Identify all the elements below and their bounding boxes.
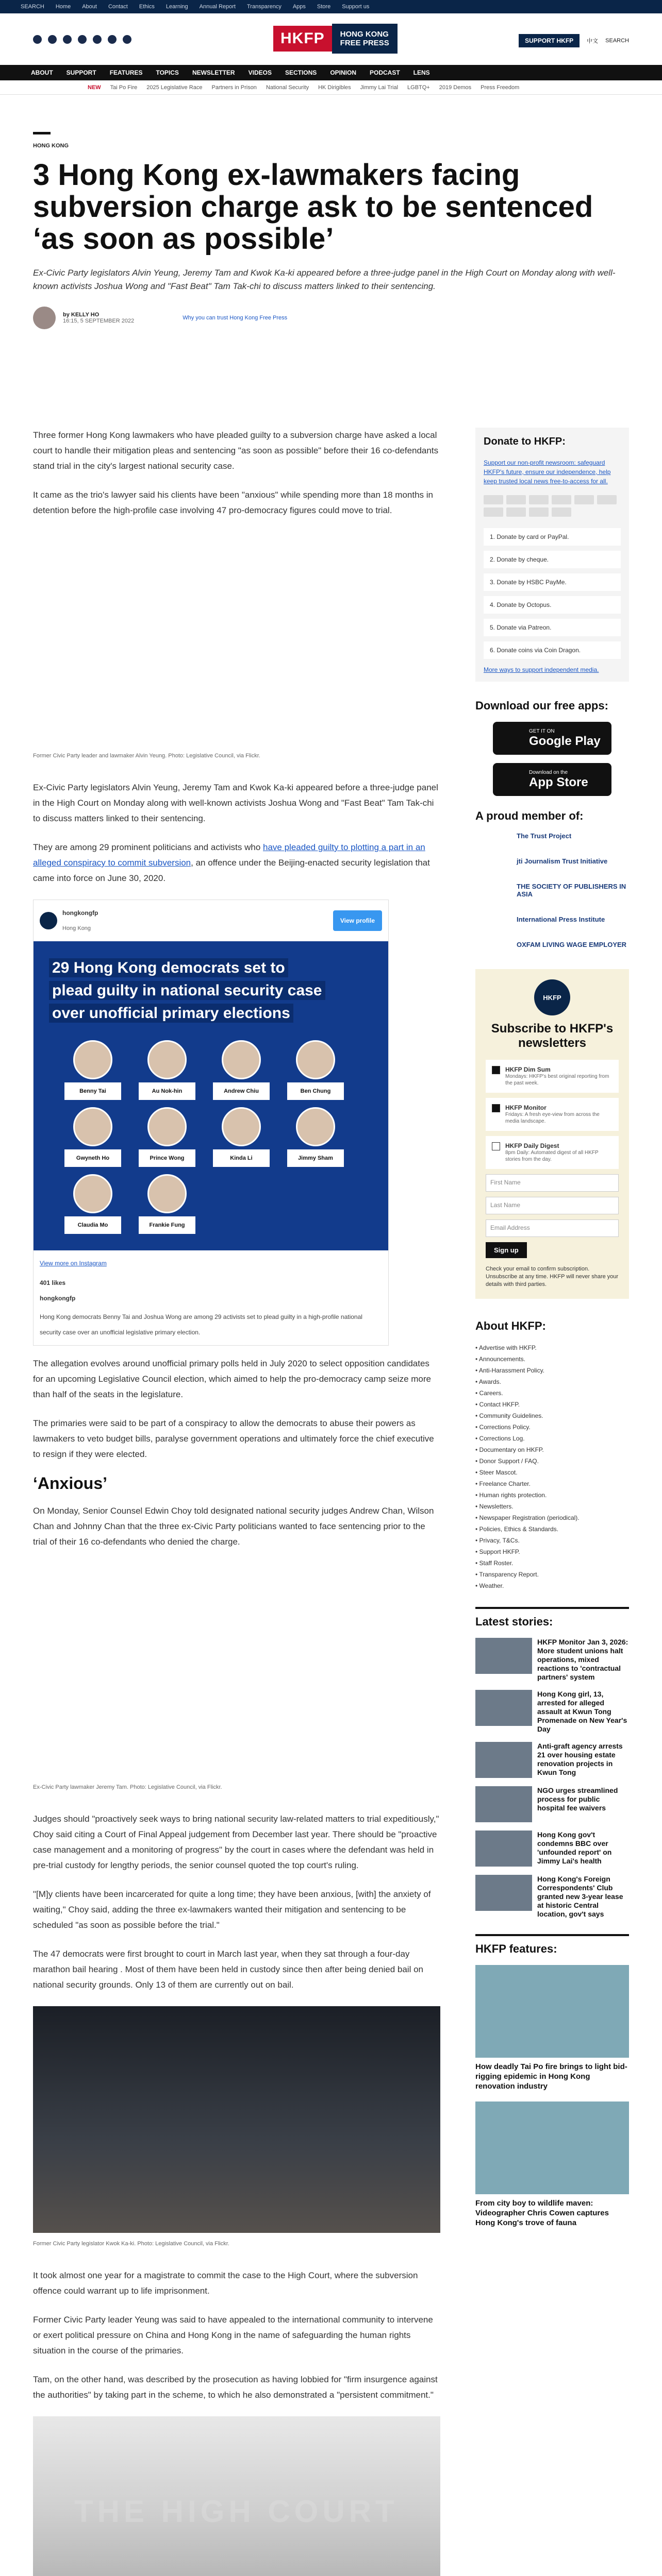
story-thumbnail[interactable]: [475, 1831, 532, 1867]
logo-line-1: HONG KONG: [340, 30, 389, 39]
nav-item[interactable]: FEATURES: [109, 69, 143, 76]
story-title[interactable]: Hong Kong gov't condemns BBC over 'unfounded report' on Jimmy Lai's health: [537, 1831, 612, 1865]
topbar-link[interactable]: About: [82, 4, 97, 10]
signup-button[interactable]: Sign up: [486, 1242, 527, 1258]
google-play-badge[interactable]: [493, 722, 611, 755]
newsletter-title: Subscribe to HKFP's newsletters: [491, 1022, 614, 1050]
ig-person-photo: [73, 1107, 112, 1146]
image-caption: Former Civic Party leader and lawmaker Alvin Yeung. Photo: Legislative Council, via Flickr.: [33, 753, 260, 759]
nav-item[interactable]: PODCAST: [369, 69, 400, 76]
badge-big-text: Google Play: [529, 734, 601, 748]
newsletter-desc: 8pm Daily: Automated digest of all HKFP stories from the day.: [505, 1150, 599, 1162]
trending-link[interactable]: Jimmy Lai Trial: [360, 84, 399, 91]
features-list: [475, 1965, 629, 2228]
about-link[interactable]: • Policies, Ethics & Standards.: [475, 1523, 629, 1535]
about-link[interactable]: • Corrections Policy.: [475, 1421, 629, 1433]
donate-options: [484, 528, 621, 659]
story-title[interactable]: NGO urges streamlined process for public hospital fee waivers: [537, 1786, 618, 1812]
photo-signage: THE HIGH COURT: [74, 2494, 399, 2529]
ig-person-photo: [147, 1174, 187, 1213]
ig-person: [213, 1040, 270, 1100]
partner-logo[interactable]: The Trust Project: [517, 832, 572, 840]
donate-box: [475, 428, 629, 682]
newsletter-text: [505, 1104, 613, 1125]
byline: [33, 307, 629, 329]
ig-headline-line: over unofficial primary elections: [49, 1004, 293, 1023]
paragraph-text: , an offence under the Beijing-enacted security legislation that came into force on June 30, 2020.: [33, 858, 430, 883]
twitter-icon[interactable]: [48, 35, 57, 44]
trending-link[interactable]: Partners in Prison: [211, 84, 257, 91]
alipay-icon: [529, 507, 549, 517]
about-link[interactable]: • Human rights protection.: [475, 1489, 629, 1501]
newsletter-name: HKFP Monitor: [505, 1104, 547, 1111]
ig-headline: [49, 957, 373, 1025]
trending-link[interactable]: Press Freedom: [481, 84, 520, 91]
rss-icon[interactable]: [123, 35, 131, 44]
ig-view-profile-button[interactable]: View profile: [333, 910, 382, 931]
story-item[interactable]: [475, 1638, 629, 1682]
newsletter-text: [505, 1066, 613, 1087]
about-link[interactable]: • Staff Roster.: [475, 1557, 629, 1569]
newsletter-checkbox[interactable]: [492, 1104, 500, 1112]
feature-title[interactable]: From city boy to wildlife maven: Videographer Chris Cowen captures Hong Kong's trove of fauna: [475, 2199, 609, 2227]
about-link[interactable]: • Anti-Harassment Policy.: [475, 1365, 629, 1376]
about-link[interactable]: • Documentary on HKFP.: [475, 1444, 629, 1455]
story-thumbnail[interactable]: [475, 1786, 532, 1822]
nav-item[interactable]: SECTIONS: [285, 69, 317, 76]
guilty-plea-link[interactable]: have pleaded guilty to plotting a part in an alleged conspiracy to commit subversion: [33, 842, 425, 868]
story-item[interactable]: [475, 1690, 629, 1734]
about-link[interactable]: • Donor Support / FAQ.: [475, 1455, 629, 1467]
newsletter-checkbox[interactable]: [492, 1142, 500, 1150]
badge-small-text: Download on the: [529, 769, 568, 775]
paragraph: On Monday, Senior Counsel Edwin Choy told designated national security judges Andrew Chan, Wilson Chan and Johnny Chan that the three ex-Civic Party politicians wanted to face sentencing prior to the trial of their 16 co-defendants who denied the charge.: [33, 1506, 434, 1547]
story-thumbnail[interactable]: [475, 1742, 532, 1778]
ig-person: [139, 1040, 195, 1100]
instagram-embed: [33, 900, 389, 1346]
story-item[interactable]: [475, 1831, 629, 1867]
newsletter-option[interactable]: [486, 1136, 619, 1169]
ig-person-name: Claudia Mo: [64, 1216, 121, 1234]
section-heading: ‘Anxious’: [33, 1474, 108, 1493]
paragraph: Judges should "proactively seek ways to bring national security law-related matters to trial expeditiously," Choy said citing a Court of Final Appeal judgement from December last year. There should be "proactive case management and a monitoring of progress" by the court in cases where the defendant was held in pre-trial custody for lengthy periods, the senior counsel quoted the top court's ruling.: [33, 1814, 439, 1870]
about-link[interactable]: • Advertise with HKFP.: [475, 1342, 629, 1353]
ig-footer: [34, 1250, 388, 1345]
about-link[interactable]: • Weather.: [475, 1580, 629, 1591]
ig-person-name: Frankie Fung: [139, 1216, 195, 1234]
more-ways-link[interactable]: More ways to support independent media.: [484, 666, 599, 673]
nav-item[interactable]: LENS: [413, 69, 430, 76]
unionpay-icon: [552, 495, 571, 504]
ig-person-name: Benny Tai: [64, 1082, 121, 1100]
newsletter-note: Check your email to confirm subscription. Unsubscribe at any time. HKFP will never share your details with third parties.: [486, 1266, 619, 1287]
trending-link[interactable]: 2025 Legislative Race: [146, 84, 203, 91]
logo-line-2: FREE PRESS: [340, 39, 389, 47]
paragraph: The primaries were said to be part of a conspiracy to allow the democrats to abuse their powers as lawmakers to veto budget bills, paralyse government operations and ultimately force the chief executive to resign if they were elected.: [33, 1418, 434, 1459]
story-thumbnail[interactable]: [475, 1638, 532, 1674]
ig-person-photo: [73, 1040, 112, 1079]
mastercard-icon: [484, 495, 503, 504]
donate-option[interactable]: 6. Donate coins via Coin Dragon.: [484, 641, 621, 659]
article-photo: [33, 2006, 440, 2233]
publish-date: 16:15, 5 SEPTEMBER 2022: [63, 318, 135, 324]
newsletter-desc: Fridays: A fresh eye-view from across the media landscape.: [505, 1112, 600, 1124]
paragraph: It took almost one year for a magistrate to commit the case to the High Court, where the subversion offence could warrant up to life imprisonment.: [33, 2270, 418, 2296]
feature-image[interactable]: [475, 1965, 629, 2058]
youtube-icon[interactable]: [78, 35, 87, 44]
about-link[interactable]: • Community Guidelines.: [475, 1410, 629, 1421]
newsletter-logo: HKFP: [534, 979, 570, 1015]
topbar-link[interactable]: Learning: [166, 4, 188, 10]
trending-link[interactable]: LGBTQ+: [407, 84, 430, 91]
logo-text: [332, 24, 398, 54]
ig-person: [139, 1174, 195, 1234]
badge-big-text: App Store: [529, 775, 588, 789]
paragraph: The 47 democrats were first brought to court in March last year, when they sat through a four-day marathon bail hearing . Most of them have been held in custody since then after being denied bail on national security grounds. Only 13 of them are currently out on bail.: [33, 1949, 423, 1990]
about-link[interactable]: • Steer Mascot.: [475, 1467, 629, 1478]
gpay-icon: [484, 507, 503, 517]
paragraph: The allegation evolves around unofficial primary polls held in July 2020 to select opposition candidates for an upcoming Legislative Council election, which aimed to help the pro-democracy camp seize more than half of the seats in the legislature.: [33, 1359, 431, 1399]
first-name-field[interactable]: First Name: [486, 1174, 619, 1192]
trending-nav: [0, 80, 662, 95]
ig-person: [287, 1040, 344, 1100]
donate-option[interactable]: 1. Donate by card or PayPal.: [484, 528, 621, 546]
category-label[interactable]: HONG KONG: [33, 143, 69, 149]
payment-icons: [484, 495, 621, 517]
paragraph: Tam, on the other hand, was described by the prosecution as having lobbied for "firm insurgence against the authorities" by taking part in the scheme, to which he also demonstrated a "persistent commitment.": [33, 2375, 438, 2400]
article-header: [33, 132, 629, 329]
partner-logo[interactable]: THE SOCIETY OF PUBLISHERS IN ASIA: [517, 883, 626, 898]
story-item[interactable]: [475, 1786, 629, 1822]
topbar-link[interactable]: Support us: [342, 4, 370, 10]
member-title: A proud member of:: [475, 809, 584, 822]
site-header: [0, 13, 662, 65]
about-link[interactable]: • Corrections Log.: [475, 1433, 629, 1444]
topbar-link[interactable]: Store: [317, 4, 331, 10]
ig-person: [287, 1107, 344, 1167]
topbar-link[interactable]: Ethics: [139, 4, 155, 10]
story-title[interactable]: Anti-graft agency arrests 21 over housing estate renovation projects in Kwun Tong: [537, 1742, 623, 1776]
latest-stories: [475, 1607, 629, 1919]
ig-person-photo: [222, 1107, 261, 1146]
donate-title: Donate to HKFP:: [484, 436, 566, 447]
ig-person-name: Jimmy Sham: [287, 1149, 344, 1167]
support-button[interactable]: SUPPORT HKFP: [519, 34, 580, 47]
about-links: [475, 1342, 629, 1591]
header-search[interactable]: SEARCH: [605, 38, 629, 44]
author-name[interactable]: by KELLY HO: [63, 312, 100, 318]
newsletter-options: [486, 1060, 619, 1169]
topbar-link[interactable]: Home: [55, 4, 71, 10]
ig-post-image[interactable]: [34, 941, 388, 1250]
features-title: HKFP features:: [475, 1942, 557, 1955]
donate-option[interactable]: 5. Donate via Patreon.: [484, 619, 621, 636]
about-title: About HKFP:: [475, 1319, 546, 1332]
partner-logo[interactable]: OXFAM LIVING WAGE EMPLOYER: [517, 941, 627, 948]
new-badge: NEW: [88, 84, 101, 91]
story-thumbnail[interactable]: [475, 1875, 532, 1911]
newsletter-text: [505, 1142, 613, 1163]
donate-option[interactable]: 2. Donate by cheque.: [484, 551, 621, 568]
newsletter-option[interactable]: [486, 1060, 619, 1093]
latest-list: [475, 1638, 629, 1919]
app-store-badge[interactable]: [493, 763, 611, 796]
sidebar: [475, 428, 629, 2238]
nav-item[interactable]: SUPPORT: [66, 69, 96, 76]
about-link[interactable]: • Announcements.: [475, 1353, 629, 1365]
feature-image[interactable]: [475, 2102, 629, 2194]
divider: [33, 132, 51, 134]
about-link[interactable]: • Transparency Report.: [475, 1569, 629, 1580]
image-placeholder: [33, 532, 440, 748]
about-link[interactable]: • Freelance Charter.: [475, 1478, 629, 1489]
about-link[interactable]: • Newspaper Registration (periodical).: [475, 1512, 629, 1523]
newsletter-checkbox[interactable]: [492, 1066, 500, 1074]
ig-person-name: Prince Wong: [139, 1149, 195, 1167]
top-utility-bar: [0, 0, 662, 13]
language-link[interactable]: 中文: [587, 38, 599, 44]
ig-account[interactable]: hongkongfp: [62, 909, 98, 917]
ig-likes: 401 likes: [40, 1279, 66, 1286]
visa-icon: [506, 495, 526, 504]
email-field[interactable]: Email Address: [486, 1219, 619, 1237]
story-title[interactable]: HKFP Monitor Jan 3, 2026: More student unions halt operations, mixed reactions to 'contractual partners' system: [537, 1638, 628, 1681]
ig-person-name: Ben Chung: [287, 1082, 344, 1100]
story-title[interactable]: Hong Kong's Foreign Correspondents' Club granted new 3-year lease at historic Central location, gov't says: [537, 1875, 623, 1918]
about-link[interactable]: • Careers.: [475, 1387, 629, 1399]
ig-person-name: Kinda Li: [213, 1149, 270, 1167]
ig-person-photo: [296, 1107, 335, 1146]
social-links: [33, 35, 131, 44]
about-link[interactable]: • Support HKFP.: [475, 1546, 629, 1557]
applepay-icon: [597, 495, 617, 504]
facebook-icon[interactable]: [33, 35, 42, 44]
high-court-photo: [33, 2416, 440, 2576]
ig-person-photo: [147, 1040, 187, 1079]
paragraph: It came as the trio's lawyer said his clients have been "anxious" while spending more than 18 months in detention before the high-profile case involving 47 pro-democracy figures could move to trial.: [33, 490, 434, 515]
story-item[interactable]: [475, 1875, 629, 1919]
article-subtitle: Ex-Civic Party legislators Alvin Yeung, Jeremy Tam and Kwok Ka-ki appeared before a three-judge panel in the High Court on Monday along with well-known activists Joshua Wong and "Fast Beat" Tam Tak-chi to discuss matters linked to their sentencing.: [33, 268, 616, 291]
story-title[interactable]: Hong Kong girl, 13, arrested for alleged assault at Kwun Tong Promenade on New Year's Day: [537, 1690, 627, 1733]
paragraph: [33, 840, 440, 886]
ig-person-photo: [147, 1107, 187, 1146]
ig-person-name: Gwyneth Ho: [64, 1149, 121, 1167]
nav-item[interactable]: OPINION: [330, 69, 356, 76]
nav-item[interactable]: TOPICS: [156, 69, 179, 76]
about-link[interactable]: • Awards.: [475, 1376, 629, 1387]
ig-person: [139, 1107, 195, 1167]
donate-option[interactable]: 3. Donate by HSBC PayMe.: [484, 573, 621, 591]
header-actions: [519, 34, 629, 47]
ig-person-photo: [222, 1040, 261, 1079]
trust-link[interactable]: Why you can trust Hong Kong Free Press: [183, 315, 288, 321]
ig-header: [34, 900, 388, 941]
ig-person-photo: [296, 1040, 335, 1079]
features-section: [475, 1934, 629, 2228]
telegram-icon[interactable]: [108, 35, 117, 44]
site-logo[interactable]: [273, 24, 398, 54]
paragraph: Three former Hong Kong lawmakers who have pleaded guilty to a subversion charge have asked a local court to handle their mitigation pleas and sentencing "as soon as possible" before their 16 co-defendants stand trial in the city's largest national security case.: [33, 430, 439, 471]
ig-headline-line: 29 Hong Kong democrats set to: [49, 958, 288, 977]
paragraph-text: They are among 29 prominent politicians and activists who: [33, 842, 263, 852]
article-title: 3 Hong Kong ex-lawmakers facing subversion charge ask to be sentenced ‘as soon as possible’: [33, 158, 593, 256]
trending-link[interactable]: Tai Po Fire: [110, 84, 138, 91]
ig-user[interactable]: hongkongfp: [40, 1295, 76, 1302]
paragraph: Former Civic Party leader Yeung was said to have appealed to the international community to intervene or exert political pressure on China and Hong Kong in the name of safeguarding the human rights situation in the course of the primaries.: [33, 2315, 433, 2355]
image-placeholder: [33, 1563, 440, 1780]
newsletter-name: HKFP Daily Digest: [505, 1142, 559, 1149]
logo-mark: HKFP: [273, 26, 332, 52]
ig-caption: Hong Kong democrats Benny Tai and Joshua Wong are among 29 activists set to plead guilty in a high-profile national security case over an unofficial legislative primary election.: [40, 1313, 362, 1336]
ig-location: Hong Kong: [62, 925, 91, 931]
story-thumbnail[interactable]: [475, 1690, 532, 1726]
ig-person: [64, 1107, 121, 1167]
author-avatar: [33, 307, 56, 329]
partner-logo[interactable]: International Press Institute: [517, 916, 605, 923]
feature-title[interactable]: How deadly Tai Po fire brings to light bid-rigging epidemic in Hong Kong renovation industry: [475, 2062, 627, 2091]
ig-view-more-link[interactable]: View more on Instagram: [40, 1260, 107, 1267]
paypal-icon: [506, 507, 526, 517]
donate-text[interactable]: Support our non-profit newsroom: safeguard HKFP's future, ensure our independence, help keep trusted local news free-to-access for all.: [484, 459, 611, 485]
ig-headline-line: plead guilty in national security case: [49, 981, 325, 1000]
last-name-field[interactable]: Last Name: [486, 1197, 619, 1214]
trending-link[interactable]: HK Dirigibles: [318, 84, 351, 91]
story-item[interactable]: [475, 1742, 629, 1778]
newsletter-option[interactable]: [486, 1098, 619, 1131]
topbar-link[interactable]: Annual Report: [199, 4, 236, 10]
latest-title: Latest stories:: [475, 1615, 553, 1628]
ig-person-name: Andrew Chiu: [213, 1082, 270, 1100]
instagram-icon[interactable]: [63, 35, 72, 44]
image-caption: Former Civic Party legislator Kwok Ka-ki. Photo: Legislative Council, via Flickr.: [33, 2241, 229, 2247]
paragraph: "[M]y clients have been incarcerated for quite a long time; they have been anxious, [with] the anxiety of waiting," Choy said, adding the three ex-lawmakers wanted their mitigation and sentencing to be scheduled "as soon as possible before the trial.": [33, 1889, 431, 1930]
ig-person-photo: [73, 1174, 112, 1213]
linkedin-icon[interactable]: [93, 35, 102, 44]
about-link[interactable]: • Newsletters.: [475, 1501, 629, 1512]
trending-link[interactable]: National Security: [266, 84, 309, 91]
apps-title: Download our free apps:: [475, 699, 608, 712]
trending-link[interactable]: 2019 Demos: [439, 84, 472, 91]
image-caption: Ex-Civic Party lawmaker Jeremy Tam. Photo: Legislative Council, via Flickr.: [33, 1784, 222, 1790]
about-link[interactable]: • Contact HKFP.: [475, 1399, 629, 1410]
paragraph: Ex-Civic Party legislators Alvin Yeung, Jeremy Tam and Kwok Ka-ki appeared before a three-judge panel in the High Court on Monday along with well-known activists Joshua Wong and "Fast Beat" Tam Tak-chi to discuss matters linked to their sentencing.: [33, 783, 438, 823]
donate-option[interactable]: 4. Donate by Octopus.: [484, 596, 621, 614]
ig-person-name: Au Nok-hin: [139, 1082, 195, 1100]
article-body: [33, 428, 440, 2576]
jcb-icon: [574, 495, 594, 504]
partner-logo[interactable]: jti Journalism Trust Initiative: [517, 857, 608, 865]
newsletter-box: [475, 969, 629, 1299]
amex-icon: [529, 495, 549, 504]
about-link[interactable]: • Privacy, T&Cs.: [475, 1535, 629, 1546]
ig-avatar[interactable]: [40, 912, 57, 929]
ig-person: [64, 1040, 121, 1100]
ig-people-grid: [49, 1040, 373, 1234]
nav-item[interactable]: VIDEOS: [248, 69, 272, 76]
badge-small-text: GET IT ON: [529, 728, 555, 734]
ig-person: [64, 1174, 121, 1234]
topbar-link[interactable]: Apps: [292, 4, 306, 10]
nav-item[interactable]: NEWSLETTER: [192, 69, 235, 76]
topbar-link[interactable]: SEARCH: [21, 4, 44, 10]
topbar-link[interactable]: Contact: [108, 4, 128, 10]
main-nav: [0, 65, 662, 80]
newsletter-desc: Mondays: HKFP's best original reporting from the past week.: [505, 1074, 609, 1086]
topbar-link[interactable]: Transparency: [246, 4, 282, 10]
wechatpay-icon: [552, 507, 571, 517]
ig-person: [213, 1107, 270, 1167]
newsletter-name: HKFP Dim Sum: [505, 1066, 551, 1073]
nav-item[interactable]: ABOUT: [31, 69, 53, 76]
partner-logos: [475, 832, 629, 948]
